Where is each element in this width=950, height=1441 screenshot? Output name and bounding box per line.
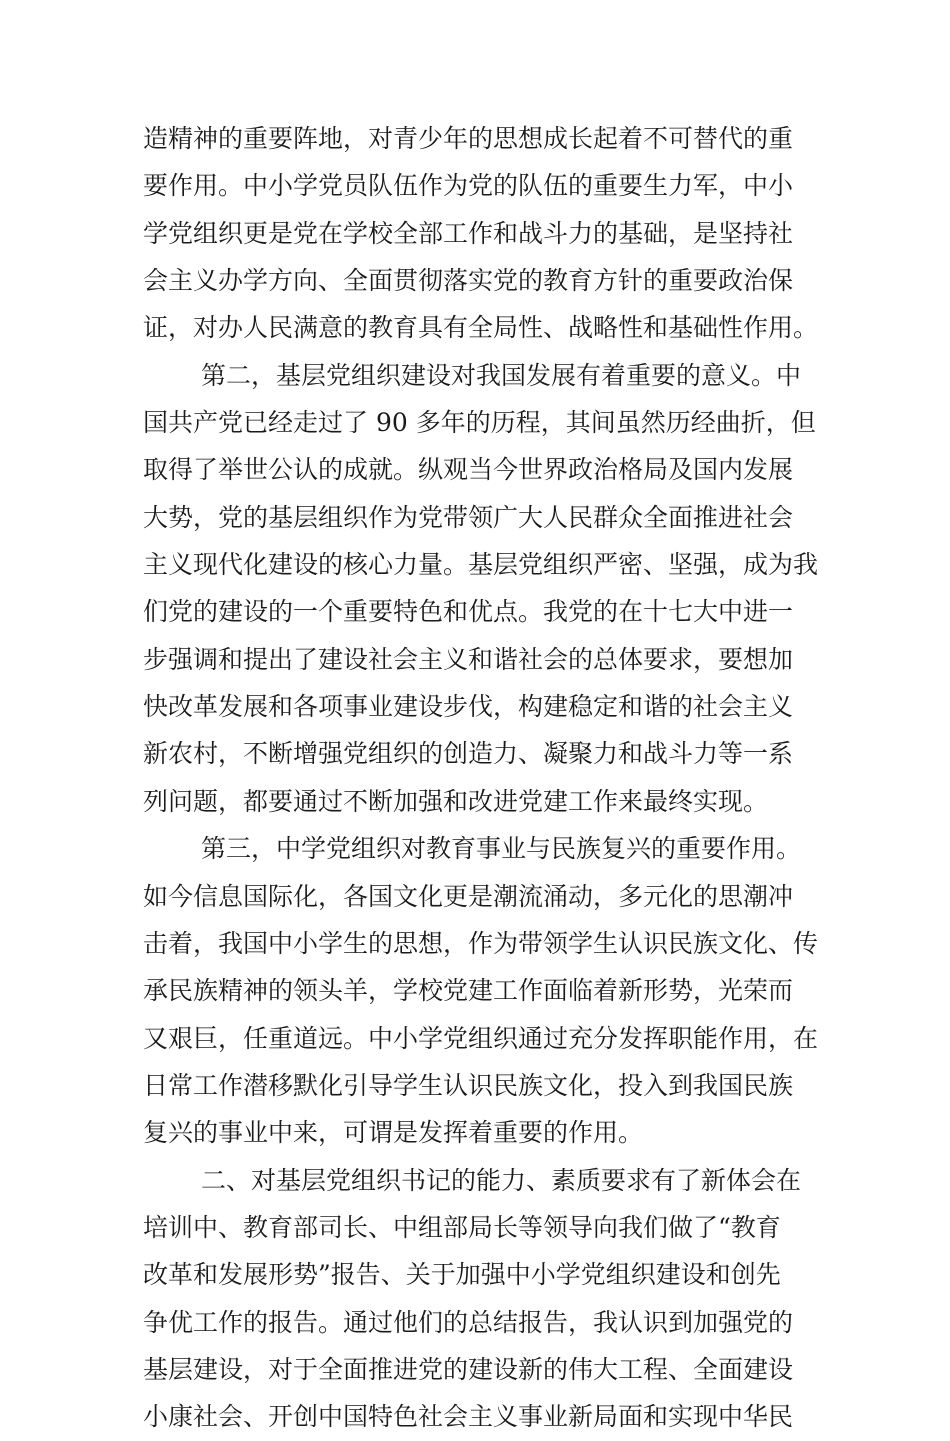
text-line: 要作用。中小学党员队伍作为党的队伍的重要生力军，中小 <box>143 171 794 201</box>
text-line: 基层建设，对于全面推进党的建设新的伟大工程、全面建设 <box>143 1354 794 1384</box>
text-line: 快改革发展和各项事业建设步伐，构建稳定和谐的社会主义 <box>143 692 794 722</box>
text-line: 二、对基层党组织书记的能力、素质要求有了新体会在 <box>201 1165 802 1195</box>
text-line: 改革和发展形势”报告、关于加强中小学党组织建设和创先 <box>143 1260 781 1290</box>
text-line: 第三，中学党组织对教育事业与民族复兴的重要作用。 <box>201 834 802 864</box>
text-line: 大势，党的基层组织作为党带领广大人民群众全面推进社会 <box>143 502 794 532</box>
text-line: 培训中、教育部司长、中组部局长等领导向我们做了“教育 <box>143 1212 781 1242</box>
text-line: 主义现代化建设的核心力量。基层党组织严密、坚强，成为我 <box>143 550 819 580</box>
text-line: 新农村，不断增强党组织的创造力、凝聚力和战斗力等一系 <box>143 739 794 769</box>
text-line: 复兴的事业中来，可谓是发挥着重要的作用。 <box>143 1118 644 1148</box>
text-line: 日常工作潜移默化引导学生认识民族文化，投入到我国民族 <box>143 1070 794 1100</box>
text-line: 们党的建设的一个重要特色和优点。我党的在十七大中进一 <box>143 597 794 627</box>
text-line: 承民族精神的领头羊，学校党建工作面临着新形势，光荣而 <box>143 976 794 1006</box>
text-line: 会主义办学方向、全面贯彻落实党的教育方针的重要政治保 <box>143 266 794 296</box>
text-line: 造精神的重要阵地，对青少年的思想成长起着不可替代的重 <box>143 124 794 153</box>
text-line: 如今信息国际化，各国文化更是潮流涌动，多元化的思潮冲 <box>143 881 794 911</box>
text-line: 列问题，都要通过不断加强和改进党建工作来最终实现。 <box>143 786 769 816</box>
text-line: 小康社会、开创中国特色社会主义事业新局面和实现中华民 <box>143 1402 794 1432</box>
text-line: 步强调和提出了建设社会主义和谐社会的总体要求，要想加 <box>143 644 794 674</box>
text-line: 学党组织更是党在学校全部工作和战斗力的基础，是坚持社 <box>143 218 794 248</box>
text-line: 证，对办人民满意的教育具有全局性、战略性和基础性作用。 <box>143 313 819 343</box>
text-line: 争优工作的报告。通过他们的总结报告，我认识到加强党的 <box>143 1307 794 1337</box>
document-body <box>143 115 823 1441</box>
text-line: 又艰巨，任重道远。中小学党组织通过充分发挥职能作用，在 <box>143 1023 819 1053</box>
text-line: 取得了举世公认的成就。纵观当今世界政治格局及国内发展 <box>143 455 794 485</box>
text-line: 第二，基层党组织建设对我国发展有着重要的意义。中 <box>201 360 802 390</box>
text-line: 击着，我国中小学生的思想，作为带领学生认识民族文化、传 <box>143 928 819 958</box>
text-line: 国共产党已经走过了 90 多年的历程，其间虽然历经曲折，但 <box>143 408 816 438</box>
